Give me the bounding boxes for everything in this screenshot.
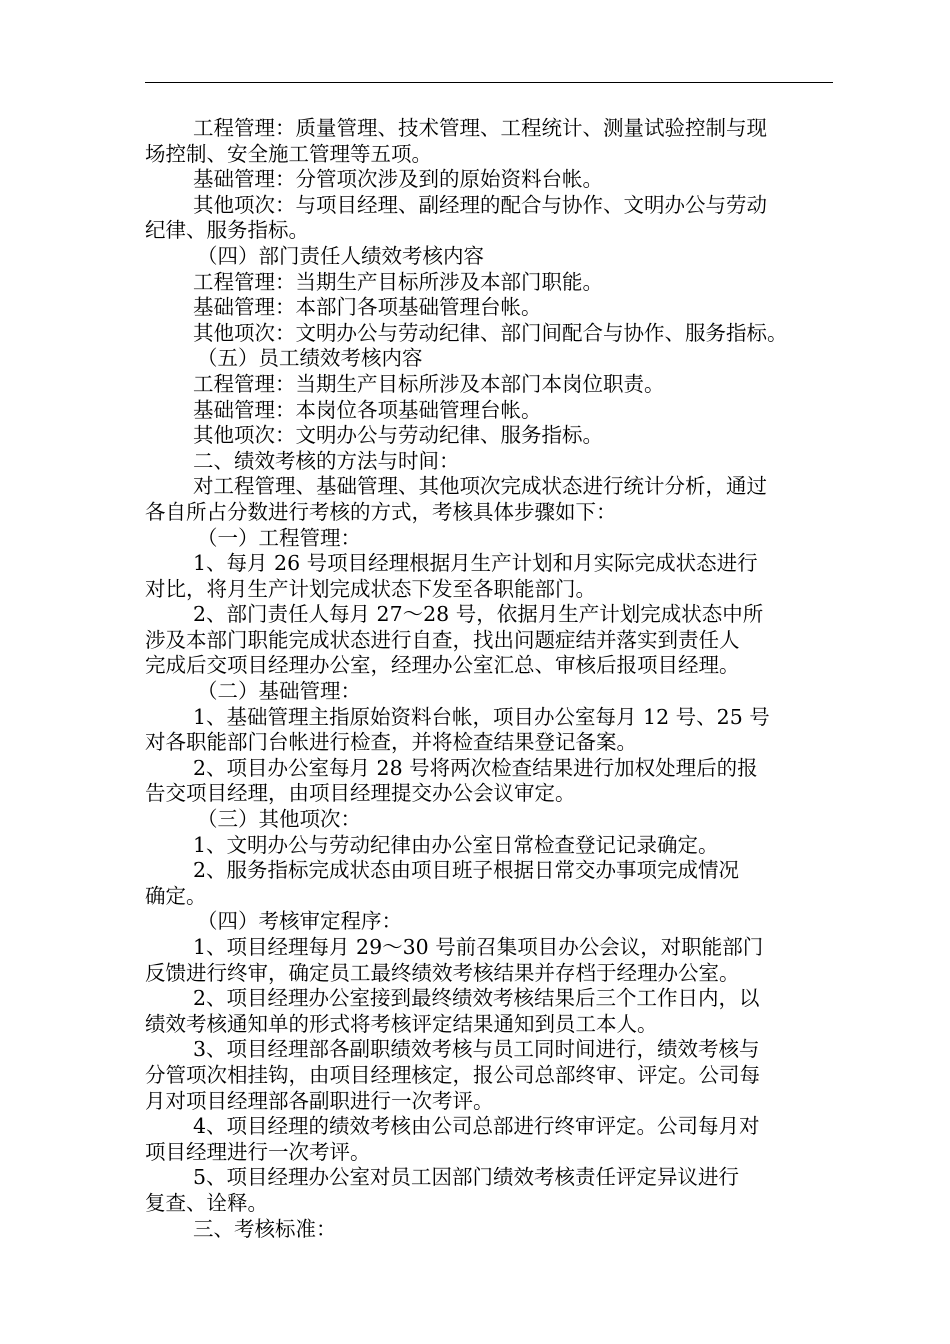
paragraph-line: 告交项目经理，由项目经理提交办公会议审定。 (145, 781, 576, 806)
paragraph-line: 1、每月 26 号项目经理根据月生产计划和月实际完成状态进行 (193, 551, 758, 576)
paragraph-line: 4、项目经理的绩效考核由公司总部进行终审评定。公司每月对 (193, 1114, 760, 1139)
paragraph-line: 场控制、安全施工管理等五项。 (145, 141, 432, 166)
paragraph-line: 工程管理：质量管理、技术管理、工程统计、测量试验控制与现 (193, 116, 767, 140)
paragraph-line: （四）部门责任人绩效考核内容 (197, 243, 484, 268)
paragraph-line: 1、项目经理每月 29～30 号前召集项目办公会议，对职能部门 (193, 935, 764, 959)
paragraph-line: 三、考核标准： (193, 1216, 337, 1241)
paragraph-line: 完成后交项目经理办公室，经理办公室汇总、审核后报项目经理。 (145, 653, 740, 678)
paragraph-line: （五）员工绩效考核内容 (197, 346, 423, 371)
paragraph-line: 复查、诠释。 (145, 1190, 268, 1215)
paragraph-line: 2、服务指标完成状态由项目班子根据日常交办事项完成情况 (193, 858, 740, 883)
paragraph-line: 二、绩效考核的方法与时间： (193, 448, 460, 473)
paragraph-line: 基础管理：本部门各项基础管理台帐。 (193, 295, 542, 320)
paragraph-line: 分管项次相挂钩，由项目经理核定，报公司总部终审、评定。公司每 (145, 1062, 760, 1087)
paragraph-line: 2、项目办公室每月 28 号将两次检查结果进行加权处理后的报 (193, 755, 758, 780)
paragraph-line: 对比，将月生产计划完成状态下发至各职能部门。 (145, 576, 596, 601)
paragraph-line: 2、部门责任人每月 27～28 号，依据月生产计划完成状态中所 (193, 602, 764, 627)
paragraph-line: 5、项目经理办公室对员工因部门绩效考核责任评定异议进行 (193, 1165, 740, 1190)
paragraph-line: 确定。 (145, 883, 207, 908)
paragraph-line: 绩效考核通知单的形式将考核评定结果通知到员工本人。 (145, 1011, 658, 1036)
paragraph-line: 其他项次：与项目经理、副经理的配合与协作、文明办公与劳动 (193, 192, 767, 217)
document-body (145, 116, 845, 1242)
header-rule (145, 82, 833, 83)
paragraph-line: 基础管理：本岗位各项基础管理台帐。 (193, 397, 542, 422)
paragraph-line: 月对项目经理部各副职进行一次考评。 (145, 1088, 494, 1113)
paragraph-line: 3、项目经理部各副职绩效考核与员工同时间进行，绩效考核与 (193, 1037, 760, 1062)
paragraph-line: 其他项次：文明办公与劳动纪律、服务指标。 (193, 423, 603, 448)
paragraph-line: 对各职能部门台帐进行检查，并将检查结果登记备案。 (145, 730, 637, 755)
paragraph-line: 工程管理：当期生产目标所涉及本部门职能。 (193, 269, 603, 294)
paragraph-line: 各自所占分数进行考核的方式，考核具体步骤如下： (145, 499, 617, 524)
paragraph-line: 2、项目经理办公室接到最终绩效考核结果后三个工作日内，以 (193, 986, 760, 1011)
paragraph-line: （一）工程管理： (197, 525, 361, 550)
paragraph-line: 基础管理：分管项次涉及到的原始资料台帐。 (193, 167, 603, 192)
paragraph-line: （二）基础管理： (197, 679, 361, 704)
paragraph-line: 1、文明办公与劳动纪律由办公室日常检查登记记录确定。 (193, 832, 719, 857)
paragraph-line: 反馈进行终审，确定员工最终绩效考核结果并存档于经理办公室。 (145, 960, 740, 985)
paragraph-line: 对工程管理、基础管理、其他项次完成状态进行统计分析，通过 (193, 474, 767, 499)
paragraph-line: （四）考核审定程序： (197, 909, 402, 934)
paragraph-line: 1、基础管理主指原始资料台帐，项目办公室每月 12 号、25 号 (193, 704, 770, 729)
paragraph-line: 其他项次：文明办公与劳动纪律、部门间配合与协作、服务指标。 (193, 320, 788, 345)
paragraph-line: 涉及本部门职能完成状态进行自查，找出问题症结并落实到责任人 (145, 627, 740, 652)
paragraph-line: 项目经理进行一次考评。 (145, 1139, 371, 1164)
paragraph-line: （三）其他项次： (197, 807, 361, 832)
paragraph-line: 纪律、服务指标。 (145, 218, 309, 243)
paragraph-line: 工程管理：当期生产目标所涉及本部门本岗位职责。 (193, 371, 665, 396)
